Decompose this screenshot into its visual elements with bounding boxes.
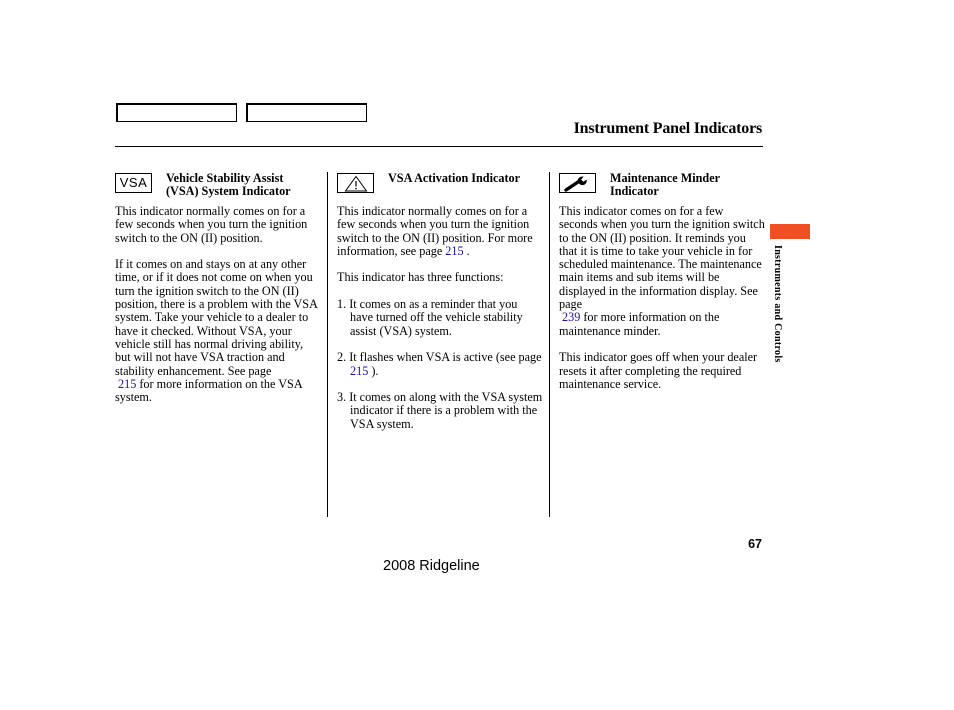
page-link[interactable]: 215 <box>118 376 137 391</box>
section-heading <box>166 172 291 199</box>
page-link[interactable]: 239 <box>562 310 581 325</box>
section-tab-marker <box>770 224 810 239</box>
list-text: It comes on as a reminder that you have turned off the vehicle stability assist (VSA) system. <box>349 297 523 338</box>
warning-triangle-icon <box>337 173 374 193</box>
paragraph-text: If it comes on and stays on at any other time, or if it does not come on when you turn the ignition switch to the ON (II) position, there is a problem with the VSA system. Take your vehicle to a dealer to have it checked. Without VSA, your vehicle still has normal driving ability, but will not have VSA traction and stability enhancement. See page <box>115 257 318 378</box>
vsa-activation-section <box>337 172 543 444</box>
list-text: It comes on along with the VSA system indicator if there is a problem with the VSA system. <box>349 390 543 431</box>
list-item <box>337 391 543 431</box>
section-header <box>337 172 543 205</box>
heading-line: Vehicle Stability Assist <box>166 171 284 185</box>
paragraph <box>337 205 543 258</box>
paragraph-text: for more information on the maintenance minder. <box>559 310 720 338</box>
list-number: 3. <box>337 390 347 405</box>
wrench-icon <box>559 173 596 193</box>
footer-model-name: 2008 Ridgeline <box>383 558 480 574</box>
list-number: 2. <box>337 350 347 365</box>
paragraph: This indicator goes off when your dealer resets it after completing the required maintenance service. <box>559 350 758 391</box>
paragraph-text: This indicator normally comes on for a few seconds when you turn the ignition switch to the ON (II) position. For more information, see page <box>337 204 533 258</box>
list-number: 1. <box>337 297 347 312</box>
page-number: 67 <box>748 537 762 551</box>
section-header <box>559 172 765 205</box>
paragraph: This indicator normally comes on for a few seconds when you turn the ignition switch to the ON (II) position. <box>115 204 308 245</box>
section-heading <box>610 172 720 199</box>
list-text: ). <box>368 363 379 378</box>
heading-line: (VSA) System Indicator <box>166 184 291 199</box>
paragraph <box>115 258 321 404</box>
column-divider <box>327 172 328 517</box>
heading-line: VSA Activation Indicator <box>388 171 521 185</box>
list-text: It flashes when VSA is active (see page <box>349 350 542 365</box>
list-item <box>337 298 543 338</box>
section-tab-label: Instruments and Controls <box>772 245 783 363</box>
paragraph-text: This indicator comes on for a few seconds when you turn the ignition switch to the ON (II) position. It reminds you that it is time to take your vehicle in for scheduled maintenance. The maintenance main items and sub items will be displayed in the information display. See page <box>559 204 765 312</box>
nav-next-button[interactable] <box>246 103 367 122</box>
paragraph-text: for more information on the VSA system. <box>115 376 302 405</box>
vsa-icon-label: VSA <box>119 175 148 191</box>
title-divider <box>115 146 763 147</box>
section-heading <box>388 172 520 185</box>
page-link[interactable]: 215 <box>445 243 464 258</box>
heading-line: Maintenance Minder <box>610 171 721 185</box>
list-item <box>337 351 543 378</box>
nav-previous-button[interactable] <box>116 103 237 122</box>
heading-line: Indicator <box>610 184 659 199</box>
vsa-system-section <box>115 172 321 418</box>
paragraph: This indicator has three functions: <box>337 270 504 285</box>
page-title: Instrument Panel Indicators <box>573 120 762 137</box>
paragraph-text: . <box>463 243 470 258</box>
vsa-icon <box>115 173 152 193</box>
maintenance-minder-section <box>559 172 765 404</box>
column-divider <box>549 172 550 517</box>
section-header <box>115 172 321 205</box>
paragraph <box>559 205 765 338</box>
page-link[interactable]: 215 <box>350 363 369 378</box>
